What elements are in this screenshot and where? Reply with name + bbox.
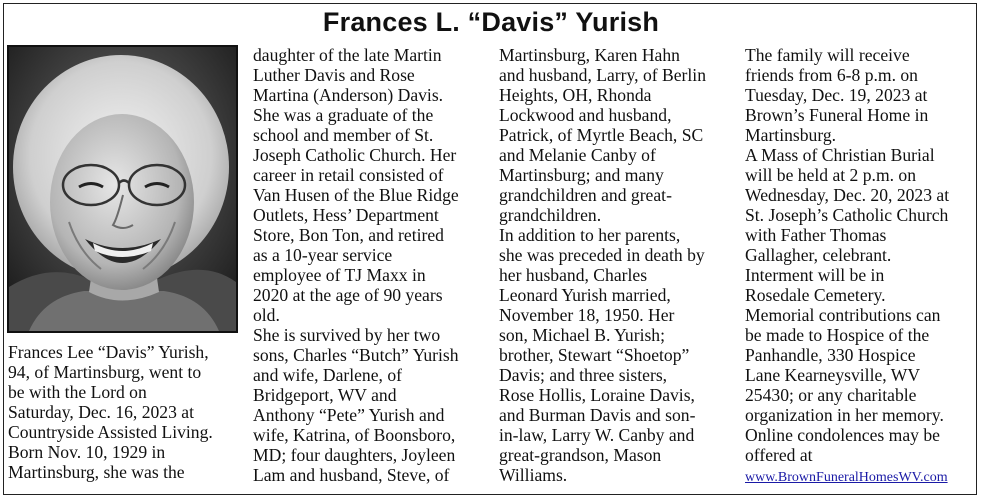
obituary-column-4 [745, 45, 977, 488]
column-4-text: The family will receive friends from 6-8 p.m. on Tuesday, Dec. 19, 2023 at Brown’s Funeral Home in Martinsburg. A Mass of Christian Burial will be held at 2 p.m. on Wednesday, Dec. 20, 2023 at St. Joseph’s Catholic Church with Father Thomas Gallagher, celebrant. Interment will be in Rosedale Cemetery. Memorial contributions can be made to Hospice of the Panhandle, 330 Hospice Lane Kearneysville, WV 25430; or any charitable organization in her memory. Online condolences may be offered at [745, 45, 950, 465]
funeral-home-website-link[interactable]: www.BrownFuneralHomesWV.com [745, 470, 948, 485]
portrait-photo [7, 45, 238, 333]
obituary-title: Frances L. “Davis” Yurish [322, 7, 660, 37]
obituary-column-3: Martinsburg, Karen Hahn and husband, Larry, of Berlin Heights, OH, Rhonda Lockwood and husband, Patrick, of Myrtle Beach, SC and Melanie Canby of Martinsburg; and many grandchildren and great- grandchildren. In addition to her parents, she was preceded in death by her husband, Charles Leonard Yurish married, November 18, 1950. Her son, Michael B. Yurish; brother, Stewart “Shoetop” Davis; and three sisters, Rose Hollis, Loraine Davis, and Burman Davis and son- in-law, Larry W. Canby and great-grandson, Mason Williams. [499, 45, 706, 485]
obituary-column-1: Frances Lee “Davis” Yurish, 94, of Martinsburg, went to be with the Lord on Saturday, Dec. 16, 2023 at Countryside Assisted Living. Born Nov. 10, 1929 in Martinsburg, she was the [8, 342, 213, 482]
obituary-column-2: daughter of the late Martin Luther Davis and Rose Martina (Anderson) Davis. She was a graduate of the school and member of St. Joseph Catholic Church. Her career in retail consisted of Van Husen of the Blue Ridge Outlets, Hess’ Department Store, Bon Ton, and retired as a 10-year service employee of TJ Maxx in 2020 at the age of 90 years old. She is survived by her two sons, Charles “Butch” Yurish and wife, Darlene, of Bridgeport, WV and Anthony “Pete” Yurish and wife, Katrina, of Boonsboro, MD; four daughters, Joyleen Lam and husband, Steve, of [253, 45, 459, 485]
